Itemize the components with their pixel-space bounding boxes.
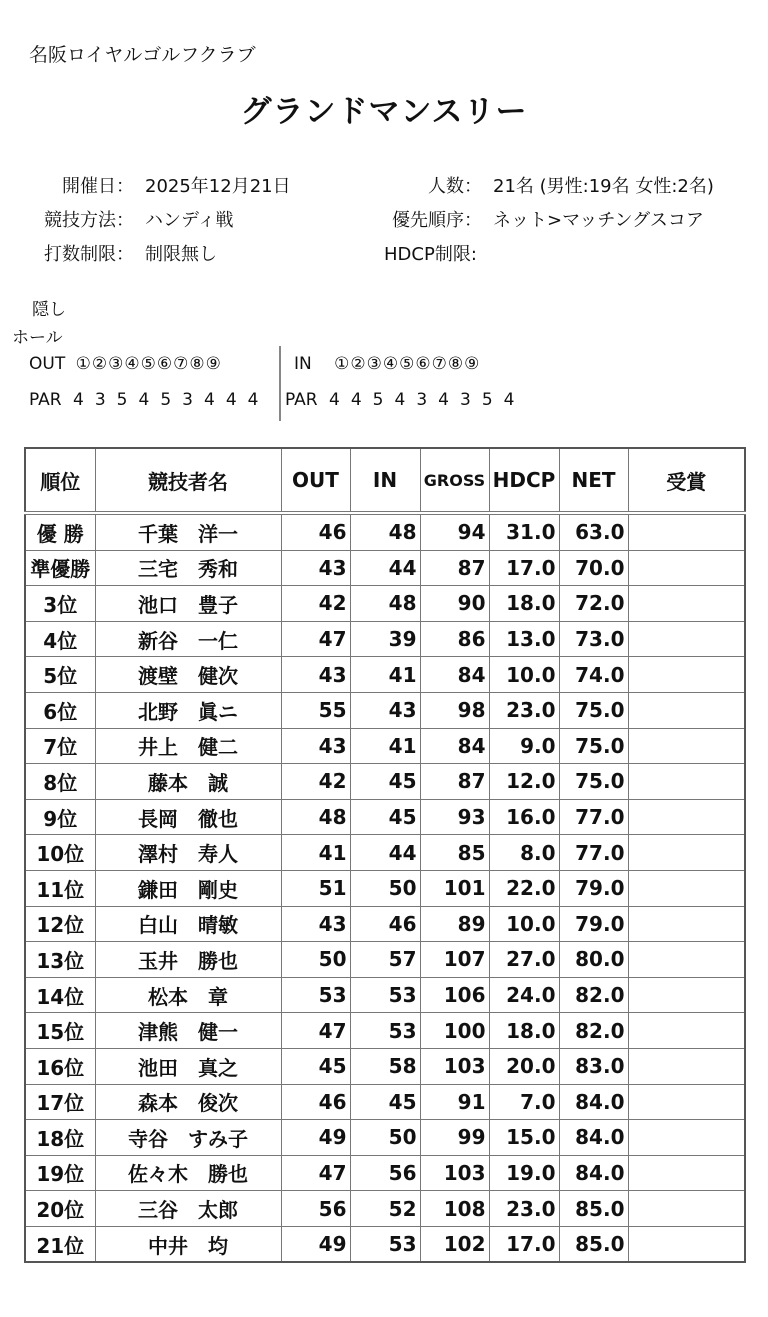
net-cell: 79.0 xyxy=(559,906,628,942)
in-par-value: 4 xyxy=(394,390,406,410)
player-name-cell: 佐々木 勝也 xyxy=(95,1155,281,1191)
rank-cell: 13位 xyxy=(25,942,95,978)
player-name-cell: 千葉 洋一 xyxy=(95,513,281,550)
table-row xyxy=(25,657,745,693)
hdcp-cell: 13.0 xyxy=(489,621,559,657)
gross-cell: 91 xyxy=(420,1084,489,1120)
in-hole-number: ⑨ xyxy=(464,354,480,374)
player-name-cell: 長岡 徹也 xyxy=(95,799,281,835)
hdcp-cell: 27.0 xyxy=(489,942,559,978)
award-cell xyxy=(628,513,745,550)
rank-cell: 準優勝 xyxy=(25,550,95,586)
hdcp-cell: 18.0 xyxy=(489,586,559,622)
in-cell: 57 xyxy=(350,942,420,978)
table-row xyxy=(25,870,745,906)
gross-cell: 99 xyxy=(420,1120,489,1156)
gross-cell: 108 xyxy=(420,1191,489,1227)
out-holes-row xyxy=(29,354,222,374)
header-rank: 順位 xyxy=(25,448,95,513)
gross-cell: 107 xyxy=(420,942,489,978)
gross-cell: 100 xyxy=(420,1013,489,1049)
date-label: 開催日： xyxy=(62,176,134,197)
rank-cell: 18位 xyxy=(25,1120,95,1156)
gross-cell: 87 xyxy=(420,550,489,586)
in-cell: 45 xyxy=(350,799,420,835)
in-par-value: 4 xyxy=(329,390,340,410)
in-par-value: 5 xyxy=(372,390,384,410)
in-cell: 52 xyxy=(350,1191,420,1227)
table-row xyxy=(25,1013,745,1049)
gross-cell: 103 xyxy=(420,1155,489,1191)
in-hole-number: ② xyxy=(350,354,366,374)
player-name-cell: 池口 豊子 xyxy=(95,586,281,622)
in-cell: 43 xyxy=(350,692,420,728)
rank-cell: 8位 xyxy=(25,764,95,800)
net-cell: 80.0 xyxy=(559,942,628,978)
rank-cell: 14位 xyxy=(25,977,95,1013)
out-par-value: 4 xyxy=(247,390,259,410)
gross-cell: 89 xyxy=(420,906,489,942)
rank-cell: 5位 xyxy=(25,657,95,693)
in-par-value: 3 xyxy=(459,390,471,410)
method-label: 競技方法： xyxy=(44,210,134,231)
out-cell: 42 xyxy=(281,764,350,800)
out-hole-number: ③ xyxy=(108,354,124,374)
in-cell: 50 xyxy=(350,1120,420,1156)
hdcp-cell: 10.0 xyxy=(489,906,559,942)
in-hole-number: ③ xyxy=(366,354,382,374)
club-name: 名阪ロイヤルゴルフクラブ xyxy=(29,44,256,66)
header-player-name: 競技者名 xyxy=(95,448,281,513)
out-par-value: 4 xyxy=(225,390,237,410)
gross-cell: 98 xyxy=(420,692,489,728)
net-cell: 84.0 xyxy=(559,1084,628,1120)
player-name-cell: 三宅 秀和 xyxy=(95,550,281,586)
in-par-value: 3 xyxy=(416,390,428,410)
in-cell: 50 xyxy=(350,870,420,906)
in-hole-number: ⑧ xyxy=(447,354,464,374)
in-hole-number: ④ xyxy=(382,354,399,374)
in-cell: 45 xyxy=(350,764,420,800)
net-cell: 63.0 xyxy=(559,513,628,550)
table-row xyxy=(25,550,745,586)
out-par-value: 4 xyxy=(138,390,150,410)
header-in: IN xyxy=(350,448,420,513)
out-hole-number: ⑨ xyxy=(205,354,221,374)
in-hole-number: ① xyxy=(334,354,350,374)
table-row xyxy=(25,1048,745,1084)
out-hole-number: ⑧ xyxy=(189,354,205,374)
header-gross: GROSS xyxy=(420,448,489,513)
gross-cell: 90 xyxy=(420,586,489,622)
table-row xyxy=(25,799,745,835)
priority-value: ネット>マッチングスコア xyxy=(493,210,704,231)
in-cell: 45 xyxy=(350,1084,420,1120)
award-cell xyxy=(628,1013,745,1049)
hdcp-cell: 24.0 xyxy=(489,977,559,1013)
in-cell: 46 xyxy=(350,906,420,942)
rank-cell: 17位 xyxy=(25,1084,95,1120)
in-holes-row xyxy=(294,354,480,374)
rank-cell: 9位 xyxy=(25,799,95,835)
in-par-value: 5 xyxy=(481,390,493,410)
out-cell: 47 xyxy=(281,1155,350,1191)
net-cell: 75.0 xyxy=(559,764,628,800)
net-cell: 83.0 xyxy=(559,1048,628,1084)
hdcp-cell: 16.0 xyxy=(489,799,559,835)
player-name-cell: 渡壁 健次 xyxy=(95,657,281,693)
out-par-label: PAR xyxy=(29,390,62,410)
rank-cell: 10位 xyxy=(25,835,95,871)
out-cell: 45 xyxy=(281,1048,350,1084)
gross-cell: 85 xyxy=(420,835,489,871)
in-cell: 39 xyxy=(350,621,420,657)
table-row xyxy=(25,1155,745,1191)
hdcp-cell: 18.0 xyxy=(489,1013,559,1049)
player-name-cell: 鎌田 剛史 xyxy=(95,870,281,906)
award-cell xyxy=(628,586,745,622)
out-cell: 43 xyxy=(281,906,350,942)
in-cell: 41 xyxy=(350,657,420,693)
out-hole-number: ⑦ xyxy=(173,354,189,374)
player-name-cell: 寺谷 すみ子 xyxy=(95,1120,281,1156)
count-value: 21名 (男性:19名 女性:2名) xyxy=(493,176,714,197)
award-cell xyxy=(628,1191,745,1227)
out-par-value: 4 xyxy=(73,390,84,410)
table-row xyxy=(25,728,745,764)
hdcp-cell: 23.0 xyxy=(489,692,559,728)
hdcp-cell: 19.0 xyxy=(489,1155,559,1191)
in-par-value: 4 xyxy=(350,390,362,410)
table-row xyxy=(25,764,745,800)
award-cell xyxy=(628,1155,745,1191)
net-cell: 84.0 xyxy=(559,1120,628,1156)
out-par-value: 5 xyxy=(160,390,172,410)
hdcp-cell: 9.0 xyxy=(489,728,559,764)
net-cell: 77.0 xyxy=(559,799,628,835)
out-cell: 53 xyxy=(281,977,350,1013)
gross-cell: 84 xyxy=(420,657,489,693)
gross-cell: 102 xyxy=(420,1226,489,1262)
hdcp-limit-label: HDCP制限: xyxy=(384,244,477,265)
award-cell xyxy=(628,942,745,978)
out-cell: 41 xyxy=(281,835,350,871)
in-cell: 53 xyxy=(350,1226,420,1262)
net-cell: 85.0 xyxy=(559,1191,628,1227)
results-table xyxy=(24,447,746,1263)
gross-cell: 93 xyxy=(420,799,489,835)
out-cell: 43 xyxy=(281,550,350,586)
hdcp-cell: 17.0 xyxy=(489,550,559,586)
award-cell xyxy=(628,621,745,657)
in-par-value: 4 xyxy=(503,390,515,410)
out-cell: 48 xyxy=(281,799,350,835)
out-hole-number: ⑥ xyxy=(156,354,173,374)
out-cell: 47 xyxy=(281,621,350,657)
award-cell xyxy=(628,550,745,586)
award-cell xyxy=(628,692,745,728)
award-cell xyxy=(628,906,745,942)
out-par-value: 4 xyxy=(203,390,215,410)
in-hole-number: ⑦ xyxy=(431,354,447,374)
in-cell: 48 xyxy=(350,513,420,550)
results-body xyxy=(25,513,745,1262)
player-name-cell: 新谷 一仁 xyxy=(95,621,281,657)
out-cell: 49 xyxy=(281,1226,350,1262)
player-name-cell: 玉井 勝也 xyxy=(95,942,281,978)
date-value: 2025年12月21日 xyxy=(145,176,291,197)
award-cell xyxy=(628,728,745,764)
table-row xyxy=(25,1084,745,1120)
rank-cell: 3位 xyxy=(25,586,95,622)
gross-cell: 86 xyxy=(420,621,489,657)
out-cell: 49 xyxy=(281,1120,350,1156)
player-name-cell: 中井 均 xyxy=(95,1226,281,1262)
hdcp-cell: 7.0 xyxy=(489,1084,559,1120)
hdcp-cell: 22.0 xyxy=(489,870,559,906)
hdcp-cell: 12.0 xyxy=(489,764,559,800)
hidden-holes-label-1: 隠し xyxy=(32,300,66,320)
table-row xyxy=(25,942,745,978)
holes-divider xyxy=(279,346,281,421)
table-row xyxy=(25,1191,745,1227)
net-cell: 79.0 xyxy=(559,870,628,906)
net-cell: 74.0 xyxy=(559,657,628,693)
in-cell: 53 xyxy=(350,1013,420,1049)
in-cell: 56 xyxy=(350,1155,420,1191)
gross-cell: 94 xyxy=(420,513,489,550)
player-name-cell: 北野 眞ニ xyxy=(95,692,281,728)
award-cell xyxy=(628,764,745,800)
out-hole-number: ② xyxy=(91,354,108,374)
net-cell: 75.0 xyxy=(559,728,628,764)
header-out: OUT xyxy=(281,448,350,513)
out-cell: 56 xyxy=(281,1191,350,1227)
hdcp-cell: 17.0 xyxy=(489,1226,559,1262)
hidden-holes-label-2: ホール xyxy=(12,328,63,348)
award-cell xyxy=(628,1084,745,1120)
header-hdcp: HDCP xyxy=(489,448,559,513)
in-hole-number: ⑤ xyxy=(399,354,415,374)
in-cell: 58 xyxy=(350,1048,420,1084)
award-cell xyxy=(628,1226,745,1262)
hdcp-cell: 20.0 xyxy=(489,1048,559,1084)
in-cell: 44 xyxy=(350,550,420,586)
net-cell: 70.0 xyxy=(559,550,628,586)
limit-label: 打数制限： xyxy=(44,244,134,265)
page-title: グランドマンスリー xyxy=(240,94,528,130)
hdcp-cell: 15.0 xyxy=(489,1120,559,1156)
table-row xyxy=(25,513,745,550)
table-row xyxy=(25,835,745,871)
in-cell: 44 xyxy=(350,835,420,871)
player-name-cell: 池田 真之 xyxy=(95,1048,281,1084)
table-row xyxy=(25,621,745,657)
table-header-row xyxy=(25,448,745,513)
in-cell: 53 xyxy=(350,977,420,1013)
rank-cell: 16位 xyxy=(25,1048,95,1084)
out-cell: 47 xyxy=(281,1013,350,1049)
gross-cell: 84 xyxy=(420,728,489,764)
out-label: OUT xyxy=(29,354,66,374)
rank-cell: 4位 xyxy=(25,621,95,657)
out-cell: 46 xyxy=(281,1084,350,1120)
gross-cell: 106 xyxy=(420,977,489,1013)
rank-cell: 21位 xyxy=(25,1226,95,1262)
out-par-value: 3 xyxy=(182,390,193,410)
rank-cell: 19位 xyxy=(25,1155,95,1191)
player-name-cell: 森本 俊次 xyxy=(95,1084,281,1120)
table-row xyxy=(25,586,745,622)
in-label: IN xyxy=(294,354,312,374)
award-cell xyxy=(628,835,745,871)
in-par-label: PAR xyxy=(285,390,318,410)
rank-cell: 12位 xyxy=(25,906,95,942)
net-cell: 84.0 xyxy=(559,1155,628,1191)
net-cell: 82.0 xyxy=(559,977,628,1013)
table-row xyxy=(25,1120,745,1156)
hdcp-cell: 10.0 xyxy=(489,657,559,693)
player-name-cell: 澤村 寿人 xyxy=(95,835,281,871)
hdcp-cell: 23.0 xyxy=(489,1191,559,1227)
player-name-cell: 津熊 健一 xyxy=(95,1013,281,1049)
in-par-row xyxy=(285,390,525,410)
priority-label: 優先順序： xyxy=(392,210,482,231)
out-hole-number: ⑤ xyxy=(140,354,156,374)
rank-cell: 15位 xyxy=(25,1013,95,1049)
out-cell: 42 xyxy=(281,586,350,622)
player-name-cell: 藤本 誠 xyxy=(95,764,281,800)
award-cell xyxy=(628,977,745,1013)
count-label: 人数： xyxy=(428,176,482,197)
rank-cell: 20位 xyxy=(25,1191,95,1227)
out-hole-number: ① xyxy=(75,354,91,374)
out-cell: 50 xyxy=(281,942,350,978)
net-cell: 75.0 xyxy=(559,692,628,728)
out-cell: 43 xyxy=(281,728,350,764)
award-cell xyxy=(628,1120,745,1156)
in-cell: 48 xyxy=(350,586,420,622)
out-par-row xyxy=(29,390,269,410)
net-cell: 73.0 xyxy=(559,621,628,657)
gross-cell: 103 xyxy=(420,1048,489,1084)
hdcp-cell: 31.0 xyxy=(489,513,559,550)
award-cell xyxy=(628,799,745,835)
net-cell: 77.0 xyxy=(559,835,628,871)
net-cell: 82.0 xyxy=(559,1013,628,1049)
method-value: ハンディ戦 xyxy=(145,210,234,231)
player-name-cell: 白山 晴敏 xyxy=(95,906,281,942)
in-hole-number: ⑥ xyxy=(415,354,431,374)
hdcp-cell: 8.0 xyxy=(489,835,559,871)
header-award: 受賞 xyxy=(628,448,745,513)
net-cell: 72.0 xyxy=(559,586,628,622)
table-row xyxy=(25,906,745,942)
award-cell xyxy=(628,657,745,693)
gross-cell: 101 xyxy=(420,870,489,906)
out-cell: 43 xyxy=(281,657,350,693)
player-name-cell: 松本 章 xyxy=(95,977,281,1013)
gross-cell: 87 xyxy=(420,764,489,800)
rank-cell: 11位 xyxy=(25,870,95,906)
player-name-cell: 三谷 太郎 xyxy=(95,1191,281,1227)
out-par-value: 5 xyxy=(116,390,128,410)
out-par-value: 3 xyxy=(94,390,106,410)
rank-cell: 優 勝 xyxy=(25,513,95,550)
out-cell: 46 xyxy=(281,513,350,550)
in-par-value: 4 xyxy=(438,390,449,410)
rank-cell: 6位 xyxy=(25,692,95,728)
out-cell: 55 xyxy=(281,692,350,728)
rank-cell: 7位 xyxy=(25,728,95,764)
out-cell: 51 xyxy=(281,870,350,906)
player-name-cell: 井上 健二 xyxy=(95,728,281,764)
award-cell xyxy=(628,870,745,906)
limit-value: 制限無し xyxy=(145,244,217,265)
award-cell xyxy=(628,1048,745,1084)
table-row xyxy=(25,1226,745,1262)
header-net: NET xyxy=(559,448,628,513)
table-row xyxy=(25,977,745,1013)
table-row xyxy=(25,692,745,728)
out-hole-number: ④ xyxy=(124,354,140,374)
net-cell: 85.0 xyxy=(559,1226,628,1262)
in-cell: 41 xyxy=(350,728,420,764)
